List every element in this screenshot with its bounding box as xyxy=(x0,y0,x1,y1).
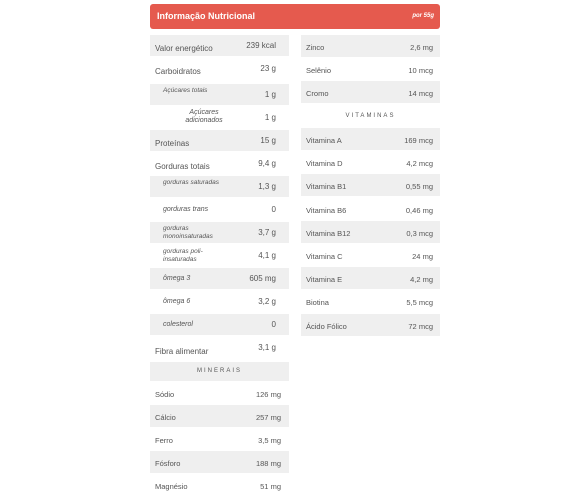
nutrient-value: 15 g xyxy=(260,136,276,145)
nutrient-label: Biotina xyxy=(306,298,329,308)
nutrient-value: 23 g xyxy=(260,64,276,73)
nutrient-label: Magnésio xyxy=(155,482,188,491)
nutrient-row-vitamina-b12 xyxy=(301,221,440,243)
nutrient-label: Vitamina A xyxy=(306,136,342,145)
nutrient-label: gorduras trans xyxy=(163,206,209,213)
nutrient-value: 0 xyxy=(271,205,276,214)
nutrient-label: Cromo xyxy=(306,89,329,98)
nutrient-row-biotina xyxy=(301,290,440,312)
nutrient-row-acucares-adicionados xyxy=(150,107,289,128)
nutrient-value: 3,1 g xyxy=(258,343,276,352)
nutrient-value: 10 mcg xyxy=(408,66,433,75)
nutrient-row-gorduras-saturadas xyxy=(150,176,289,197)
nutrient-label: Cálcio xyxy=(155,413,176,422)
nutrient-label: Vitamina B12 xyxy=(306,228,351,238)
nutrient-row-fosforo xyxy=(150,451,289,473)
nutrient-value: 239 kcal xyxy=(246,41,276,50)
nutrient-value: 3,2 g xyxy=(258,297,276,306)
nutrient-value: 0,55 mg xyxy=(405,182,433,192)
nutrient-value: 257 mg xyxy=(255,413,281,422)
nutrient-row-carboidratos xyxy=(150,58,289,81)
nutrient-row-colesterol xyxy=(150,314,289,335)
nutrient-label: Vitamina B1 xyxy=(306,182,347,192)
nutrient-label: Ferro xyxy=(155,436,173,445)
nutrient-row-gorduras-monoinsaturadas xyxy=(150,222,289,243)
nutrient-row-gorduras-totais xyxy=(150,153,289,174)
nutrient-label: ômega 6 xyxy=(163,298,191,305)
nutrient-row-vitamina-e xyxy=(301,267,440,289)
nutrient-row-omega-3 xyxy=(150,268,289,289)
nutrient-value: 4,2 mcg xyxy=(406,159,433,169)
nutrient-row-vitamina-a xyxy=(301,128,440,150)
nutrient-row-vitamina-d xyxy=(301,151,440,173)
nutrient-row-selenio xyxy=(301,58,440,80)
nutrient-row-ferro xyxy=(150,428,289,450)
nutrient-label: Selênio xyxy=(306,66,332,75)
nutrient-row-vitamina-b1 xyxy=(301,174,440,196)
nutrient-label: Sódio xyxy=(155,390,175,399)
nutrient-value: 0,46 mg xyxy=(405,205,433,215)
nutrient-label: Fibra alimentar xyxy=(155,347,209,356)
nutrient-value: 3,5 mg xyxy=(258,436,281,445)
nutrient-value: 4,1 g xyxy=(258,251,276,260)
nutrient-value: 51 mg xyxy=(260,482,281,491)
nutrient-label: Vitamina C xyxy=(306,252,343,261)
nutrient-value: 1 g xyxy=(264,90,276,99)
nutrient-value: 169 mcg xyxy=(404,136,433,145)
nutrient-label: Carboidratos xyxy=(155,67,201,76)
nutrient-label: Zinco xyxy=(306,43,325,52)
nutrient-value: 9,4 g xyxy=(258,159,276,168)
nutrient-row-zinco xyxy=(301,35,440,57)
nutrient-value: 126 mg xyxy=(255,390,281,399)
nutrient-label: Açúcares adicionados xyxy=(185,109,223,124)
nutrient-label: Proteínas xyxy=(155,139,190,148)
nutrient-label: Vitamina B6 xyxy=(306,205,347,215)
nutrient-label: Valor energético xyxy=(155,44,213,53)
nutrient-row-cromo xyxy=(301,81,440,103)
nutrient-row-proteinas xyxy=(150,130,289,151)
nutrient-label: Fósforo xyxy=(155,459,181,468)
nutrient-label: gorduras poli-insaturadas xyxy=(163,248,203,263)
nutrient-value: 4,2 mg xyxy=(410,275,433,285)
nutrient-row-vitamina-b6 xyxy=(301,198,440,220)
nutrient-value: 3,7 g xyxy=(258,228,276,237)
nutrient-label: ômega 3 xyxy=(163,275,191,282)
nutrient-row-acucares-totais xyxy=(150,84,289,105)
nutrient-row-fibra-alimentar xyxy=(150,338,289,361)
nutrient-row-gorduras-poli-insaturadas xyxy=(150,245,289,266)
header-title: Informação Nutricional xyxy=(157,11,256,21)
nutrient-value: 5,5 mcg xyxy=(406,298,433,308)
nutrient-label: Vitamina D xyxy=(306,159,343,169)
nutrient-label: colesterol xyxy=(163,321,193,328)
nutrient-row-vitamina-c xyxy=(301,244,440,266)
nutrient-value: 188 mg xyxy=(255,459,281,468)
nutrient-row-omega-6 xyxy=(150,291,289,312)
nutrient-label: gorduras monoinsaturadas xyxy=(163,225,213,240)
nutrient-value: 605 mg xyxy=(249,274,276,283)
nutrient-row-calcio xyxy=(150,405,289,427)
nutrient-label: Ácido Fólico xyxy=(306,321,347,331)
nutrient-row-valor-energetico xyxy=(150,35,289,56)
nutrient-value: 72 mcg xyxy=(408,321,433,331)
nutrition-header xyxy=(150,4,440,29)
nutrient-row-sodio xyxy=(150,382,289,404)
nutrient-row-magnesio xyxy=(150,474,289,496)
section-minerais: MINERAIS xyxy=(150,362,289,381)
nutrient-label: Gorduras totais xyxy=(155,162,210,171)
nutrient-row-acido-folico xyxy=(301,314,440,336)
nutrient-label: Açúcares totais xyxy=(163,87,208,94)
nutrient-value: 0,3 mcg xyxy=(406,228,433,238)
nutrient-row-gorduras-trans xyxy=(150,199,289,220)
section-vitaminas: VITAMINAS xyxy=(301,106,440,126)
nutrient-value: 0 xyxy=(271,320,276,329)
nutrient-label: Vitamina E xyxy=(306,275,343,285)
nutrient-label: gorduras saturadas xyxy=(163,179,220,186)
nutrient-value: 14 mcg xyxy=(408,89,433,98)
nutrient-value: 2,6 mg xyxy=(410,43,433,52)
nutrient-value: 24 mg xyxy=(412,252,433,261)
serving-size: por 55g xyxy=(412,13,434,19)
nutrient-value: 1,3 g xyxy=(258,182,276,191)
nutrient-value: 1 g xyxy=(264,113,276,122)
